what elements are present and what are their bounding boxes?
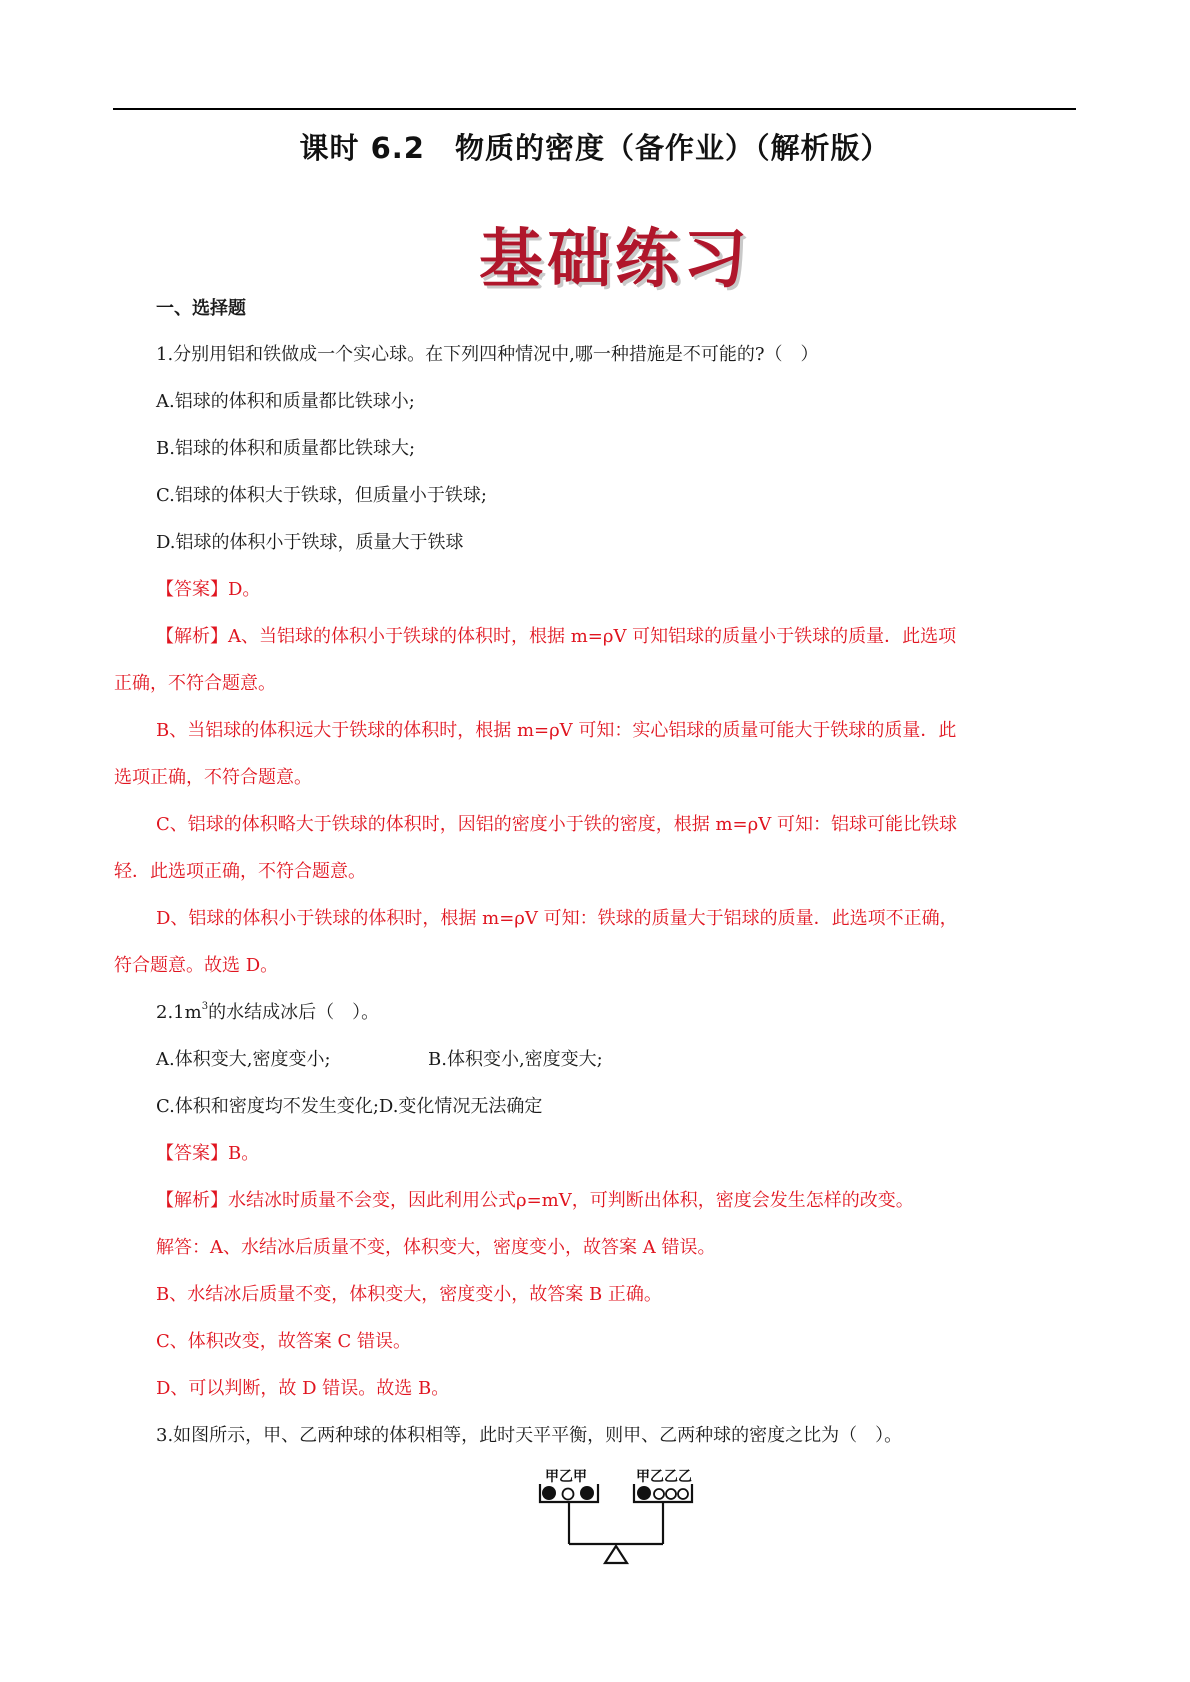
analysis-tag: 【解析】 xyxy=(156,626,228,647)
ball-yi xyxy=(654,1489,664,1499)
q2-solution-line: C、体积改变，故答案 C 错误。 xyxy=(156,1331,411,1352)
q2-stem-superscript: 3 xyxy=(201,1001,209,1012)
q1-analysis-line: B、当铝球的体积远大于铁球的体积时，根据 m=ρV 可知：实心铝球的质量可能大于铁球的质量．此 xyxy=(156,720,957,741)
q1-analysis-line: 选项正确，不符合题意。 xyxy=(114,767,312,788)
ball-yi xyxy=(563,1489,574,1500)
analysis-text: A、当铝球的体积小于铁球的体积时，根据 m=ρV 可知铝球的质量小于铁球的质量．此选项 xyxy=(228,626,957,647)
ball-jia xyxy=(542,1486,556,1500)
q1-option-c: C.铝球的体积大于铁球，但质量小于铁球; xyxy=(156,485,487,506)
q1-option-b: B.铝球的体积和质量都比铁球大; xyxy=(156,438,416,459)
q1-stem: 1.分别用铝和铁做成一个实心球。在下列四种情况中,哪一种措施是不可能的?（ ） xyxy=(156,344,819,365)
ball-jia xyxy=(580,1486,594,1500)
q2-option-b: B.体积变小,密度变大; xyxy=(428,1049,603,1070)
q1-analysis-line: 符合题意。故选 D。 xyxy=(114,955,279,976)
left-pan-label: 甲乙甲 xyxy=(545,1469,587,1485)
answer-value: D。 xyxy=(228,579,261,600)
q3-stem: 3.如图所示，甲、乙两种球的体积相等，此时天平平衡，则甲、乙两种球的密度之比为（ ）。 xyxy=(156,1425,903,1446)
document-title: 课时 6.2 物质的密度（备作业）（解析版） xyxy=(299,131,891,165)
right-pan-label: 甲乙乙乙 xyxy=(636,1469,692,1485)
q2-stem-prefix: 2.1m xyxy=(156,1002,202,1023)
fulcrum xyxy=(605,1546,627,1563)
q2-stem-suffix: 的水结成冰后（ ）。 xyxy=(208,1002,380,1023)
q1-analysis-line: C、铝球的体积略大于铁球的体积时，因铝的密度小于铁的密度，根据 m=ρV 可知：铝球可能比铁球 xyxy=(156,814,957,835)
header-rule xyxy=(113,108,1076,110)
balance-scale-figure xyxy=(536,1462,696,1580)
q2-solution-line: B、水结冰后质量不变，体积变大，密度变小，故答案 B 正确。 xyxy=(156,1284,662,1305)
q1-answer xyxy=(156,577,260,603)
q1-option-d: D.铝球的体积小于铁球，质量大于铁球 xyxy=(156,532,464,553)
q2-solution-line: 解答：A、水结冰后质量不变，体积变大，密度变小，故答案 A 错误。 xyxy=(156,1237,716,1258)
q1-analysis-line: 轻．此选项正确，不符合题意。 xyxy=(114,861,366,882)
q2-analysis xyxy=(156,1188,914,1214)
answer-value: B。 xyxy=(228,1143,260,1164)
q1-analysis-line xyxy=(156,624,956,650)
ball-yi xyxy=(678,1489,688,1499)
q2-option-a: A.体积变大,密度变小; xyxy=(156,1049,331,1070)
ball-jia xyxy=(637,1486,651,1500)
answer-tag: 【答案】 xyxy=(156,1143,228,1164)
q1-analysis-line: D、铝球的体积小于铁球的体积时，根据 m=ρV 可知：铁球的质量大于铝球的质量．此选项不正确， xyxy=(156,908,958,929)
q1-analysis-line: 正确，不符合题意。 xyxy=(114,673,276,694)
q2-stem xyxy=(156,1000,379,1026)
section-banner: 基础练习 xyxy=(479,223,751,297)
ball-yi xyxy=(666,1489,676,1499)
section-heading: 一、选择题 xyxy=(156,298,246,319)
q1-option-a: A.铝球的体积和质量都比铁球小; xyxy=(156,391,415,412)
analysis-text: 水结冰时质量不会变，因此利用公式ρ=mV，可判断出体积，密度会发生怎样的改变。 xyxy=(228,1190,914,1211)
q2-solution-line: D、可以判断，故 D 错误。故选 B。 xyxy=(156,1378,450,1399)
answer-tag: 【答案】 xyxy=(156,579,228,600)
q2-options-cd: C.体积和密度均不发生变化;D.变化情况无法确定 xyxy=(156,1096,543,1117)
analysis-tag: 【解析】 xyxy=(156,1190,228,1211)
q2-answer xyxy=(156,1141,259,1167)
